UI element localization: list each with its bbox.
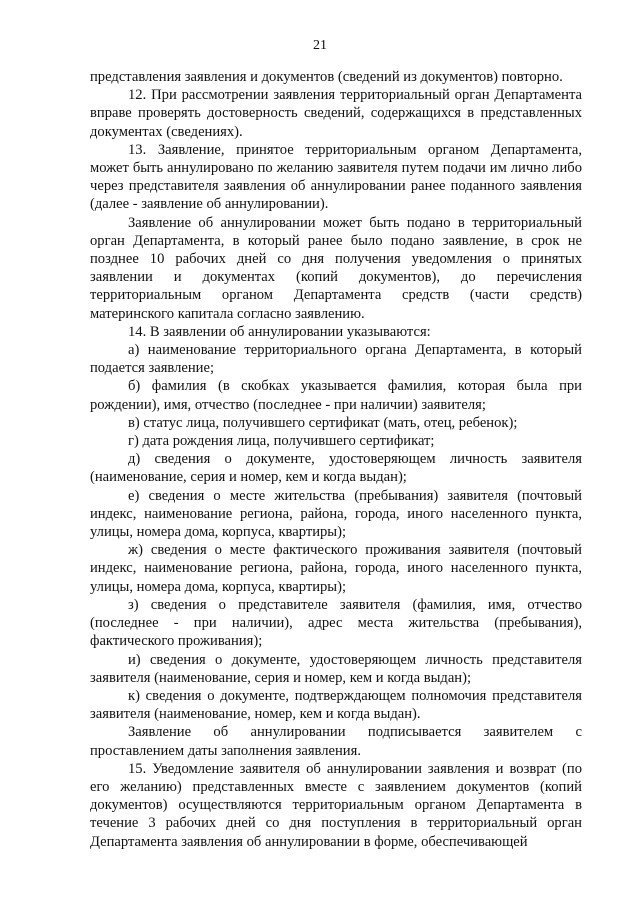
list-item-zh: ж) сведения о месте фактического проживания заявителя (почтовый индекс, наименование региона, района, города, иного населенного пункта, улицы, номера дома, корпуса, квартиры); (90, 542, 582, 595)
list-item-e: е) сведения о месте жительства (пребывания) заявителя (почтовый индекс, наименование региона, района, города, иного населенного пункта, улицы, номера дома, корпуса, квартиры); (90, 487, 582, 541)
paragraph-signature: Заявление об аннулировании подписывается заявителем с проставлением даты заполнения заявления. (90, 724, 582, 759)
list-item-d: д) сведения о документе, удостоверяющем личность заявителя (наименование, серия и номер, кем и когда выдан); (90, 451, 582, 486)
list-item-z: з) сведения о представителе заявителя (фамилия, имя, отчество (последнее - при наличии), адрес места жительства (пребывания), фактического проживания); (90, 596, 582, 650)
paragraph-item-12: 12. При рассмотрении заявления территориальный орган Департамента вправе проверять достоверность сведений, содержащихся в представленных документах (сведениях). (90, 87, 582, 140)
paragraph-continuation: представления заявления и документов (сведений из документов) повторно. (90, 69, 563, 85)
document-body (90, 68, 582, 851)
page-number: 21 (313, 38, 327, 53)
list-item-b: б) фамилия (в скобках указывается фамилия, которая была при рождении), имя, отчество (последнее - при наличии) заявителя; (90, 378, 582, 413)
paragraph-item-14: 14. В заявлении об аннулировании указываются: (128, 323, 431, 340)
list-item-i: и) сведения о документе, удостоверяющем личность представителя заявителя (наименование, серия и номер, кем и когда выдан); (90, 651, 582, 686)
paragraph-annulment-deadline: Заявление об аннулировании может быть подано в территориальный орган Департамента, в который ранее было подано заявление, в срок не позднее 10 рабочих дней со дня получения уведомления о принятых заявлении и документах (копий документов), до перечисления территориальным органом Департамента средств (части средств) материнского капитала согласно заявлению. (90, 214, 582, 322)
list-item-g: г) дата рождения лица, получившего сертификат; (128, 433, 435, 450)
list-item-a: а) наименование территориального органа Департамента, в который подается заявление; (90, 342, 582, 377)
paragraph-item-13: 13. Заявление, принятое территориальным органом Департамента, может быть аннулировано по желанию заявителя путем подачи им лично либо через представителя заявления об аннулировании ранее поданного заявления (далее - заявление об аннулировании). (90, 141, 582, 213)
list-item-v: в) статус лица, получившего сертификат (мать, отец, ребенок); (128, 414, 518, 431)
paragraph-item-15: 15. Уведомление заявителя об аннулировании заявления и возврат (по его желанию) представленных вместе с заявлением документов (копий документов) осуществляются территориальным органом Департамента в течение 3 рабочих дней со дня поступления в территориальный орган Департамента заявления об аннулировании в форме, обеспечивающей (90, 760, 582, 850)
list-item-k: к) сведения о документе, подтверждающем полномочия представителя заявителя (наименование, номер, кем и когда выдан). (90, 687, 582, 723)
